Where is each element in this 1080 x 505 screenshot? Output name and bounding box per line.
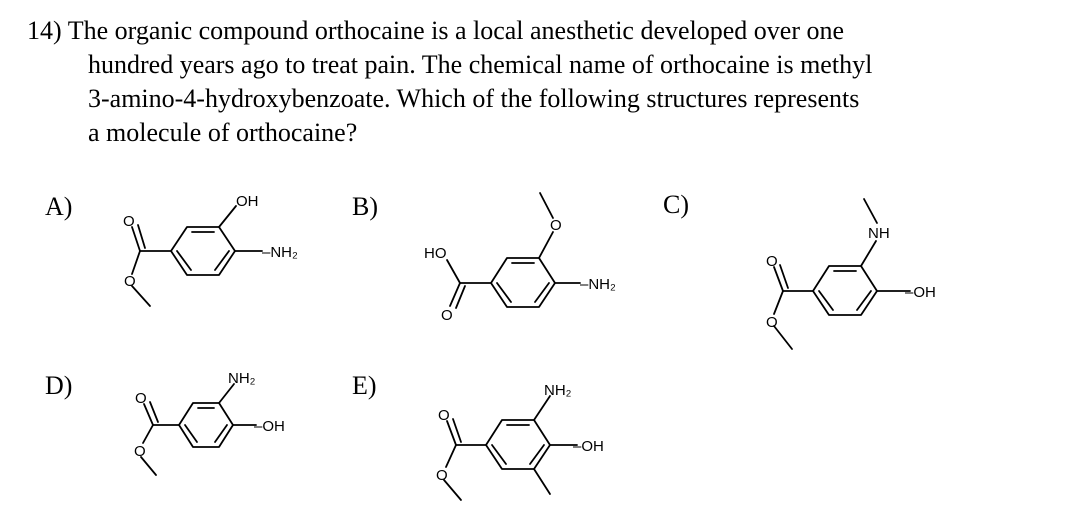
atom-oh: –OH [573, 438, 604, 455]
atom-o: O [441, 307, 453, 324]
atom-o: O [134, 443, 146, 460]
question-line-2: hundred years ago to treat pain. The chemical name of orthocaine is methyl [88, 50, 873, 79]
bond [143, 425, 153, 443]
atom-nh: NH [868, 225, 890, 242]
bond [219, 206, 236, 227]
structure-a[interactable] [123, 193, 298, 306]
bond [446, 445, 456, 467]
bond [447, 260, 460, 283]
bond [861, 241, 876, 266]
bond [774, 291, 783, 314]
benzene-ring [491, 258, 555, 307]
benzene-ring [486, 420, 550, 469]
question-line-4: a molecule of orthocaine? [88, 118, 358, 147]
bond [539, 232, 553, 258]
atom-o: O [124, 273, 136, 290]
structure-c[interactable] [766, 199, 936, 349]
benzene-ring [171, 227, 235, 275]
double-bond [138, 225, 145, 248]
structure-b[interactable] [424, 193, 616, 324]
atom-nh2: NH₂ [544, 382, 572, 399]
option-e-label[interactable]: E) [352, 371, 377, 400]
atom-o: O [123, 213, 135, 230]
question-line-3: 3-amino-4-hydroxybenzoate. Which of the following structures represents [88, 84, 860, 113]
structure-e[interactable] [436, 382, 604, 500]
atom-o: O [766, 253, 778, 270]
question-number: 14) [27, 16, 62, 45]
option-b-label[interactable]: B) [352, 192, 378, 221]
atom-ho: HO [424, 245, 447, 262]
bond [132, 251, 140, 274]
atom-nh2: –NH₂ [580, 276, 616, 293]
atom-oh: –OH [905, 284, 936, 301]
atom-o: O [438, 407, 450, 424]
structure-d[interactable] [134, 370, 285, 475]
atom-o: O [550, 217, 562, 234]
methyl-bond [534, 469, 550, 494]
atom-oh: –OH [254, 418, 285, 435]
atom-o: O [135, 390, 147, 407]
question-line-1: 14) The organic compound orthocaine is a local anesthetic developed over one [27, 16, 845, 45]
atom-nh2: –NH₂ [262, 244, 298, 261]
option-c-label[interactable]: C) [663, 190, 689, 219]
option-d-label[interactable]: D) [45, 371, 73, 400]
atom-oh: OH [236, 193, 259, 210]
atom-o: O [766, 314, 778, 331]
benzene-ring [179, 403, 233, 447]
benzene-ring [813, 266, 877, 315]
atom-o: O [436, 467, 448, 484]
option-a-label[interactable]: A) [45, 192, 73, 221]
bond [864, 199, 877, 223]
atom-nh2: NH₂ [228, 370, 256, 387]
bond [540, 193, 553, 218]
bond [534, 396, 550, 420]
